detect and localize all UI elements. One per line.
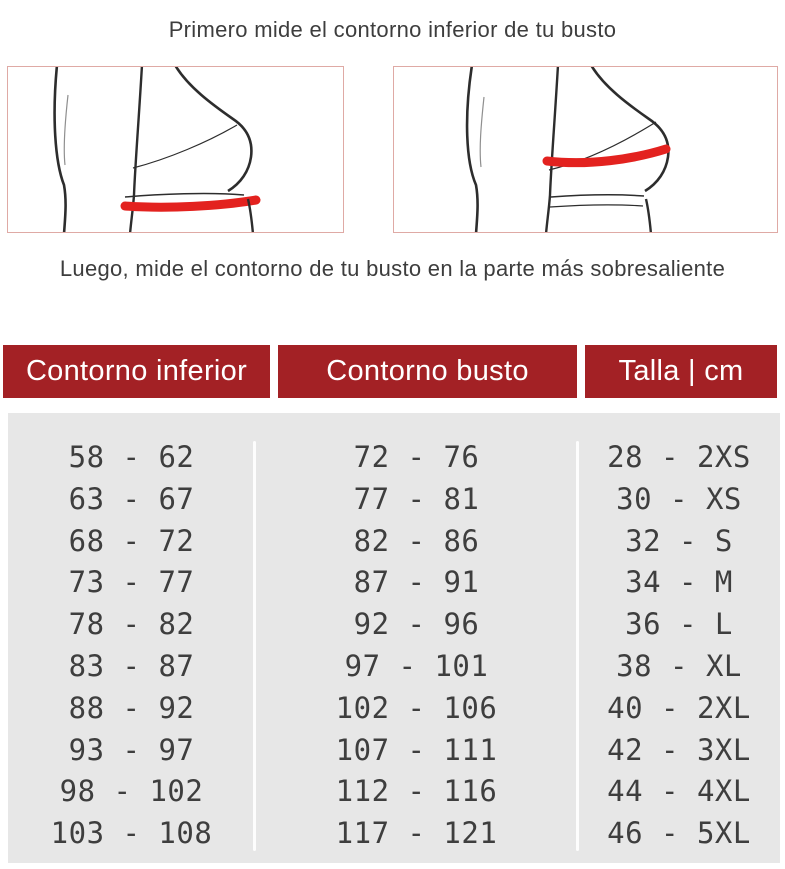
size-table-cell: 93 - 97 — [68, 732, 195, 767]
torso-bust-measure-icon — [394, 67, 777, 232]
size-table-cell: 28 - 2XS — [607, 440, 751, 474]
size-table-cell: 38 - XL — [616, 648, 742, 683]
size-table-cell: 82 - 86 — [353, 523, 480, 558]
size-table-cell: 34 - M — [625, 565, 733, 600]
size-table-cell: 112 - 116 — [335, 774, 498, 809]
size-table-cell: 58 - 62 — [68, 440, 195, 474]
size-table-cell: 83 - 87 — [68, 648, 195, 683]
size-table-cell: 92 - 96 — [353, 607, 480, 642]
column-contorno-busto — [255, 413, 578, 863]
size-table-cell: 102 - 106 — [335, 690, 498, 725]
torso-underbust-measure-icon — [8, 67, 343, 232]
size-table-cell: 40 - 2XL — [607, 690, 751, 725]
size-table-cell: 32 - S — [625, 523, 733, 558]
column-header-talla-cm: Talla | cm — [585, 345, 777, 398]
size-table-cell: 72 - 76 — [353, 440, 480, 474]
size-table-cell: 98 - 102 — [59, 774, 204, 809]
size-table-body — [8, 413, 780, 863]
size-table-cell: 97 - 101 — [344, 648, 489, 683]
bust-illustration-box — [393, 66, 778, 233]
size-table-cell: 77 - 81 — [353, 481, 480, 516]
size-table-cell: 88 - 92 — [68, 690, 195, 725]
size-table-cell: 68 - 72 — [68, 523, 195, 558]
size-table-cell: 30 - XS — [616, 481, 742, 516]
column-header-contorno-busto: Contorno busto — [278, 345, 577, 398]
size-table-cell: 107 - 111 — [335, 732, 498, 767]
size-table-cell: 103 - 108 — [50, 816, 213, 851]
size-table-cell: 46 - 5XL — [607, 816, 751, 851]
size-table-cell: 36 - L — [625, 607, 733, 642]
size-table-cell: 117 - 121 — [335, 816, 498, 851]
size-table-cell: 42 - 3XL — [607, 732, 751, 767]
instruction-step1: Primero mide el contorno inferior de tu busto — [168, 17, 617, 42]
size-table-cell: 63 - 67 — [68, 481, 195, 516]
size-table-cell: 73 - 77 — [68, 565, 195, 600]
size-table-cell: 44 - 4XL — [607, 774, 751, 809]
column-talla — [578, 413, 780, 863]
instruction-step2: Luego, mide el contorno de tu busto en la parte más sobresaliente — [59, 256, 726, 281]
underbust-illustration-box — [7, 66, 344, 233]
column-divider — [253, 441, 256, 851]
size-table-cell: 87 - 91 — [353, 565, 480, 600]
column-divider — [576, 441, 579, 851]
column-contorno-inferior — [8, 413, 255, 863]
size-table-cell: 78 - 82 — [68, 607, 195, 642]
column-header-contorno-inferior: Contorno inferior — [3, 345, 270, 398]
